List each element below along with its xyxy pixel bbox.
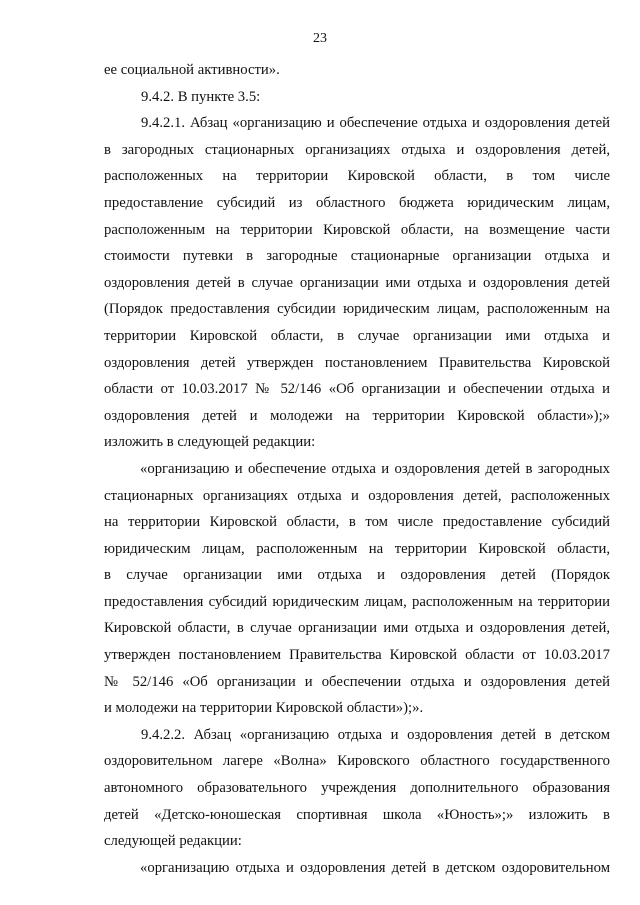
text-line: ее социальной активности». [104,62,280,78]
text-line: утвержден постановлением Правительства Кировской области от 10.03.2017 [104,647,610,664]
text-line: юридическим лицам, расположенным на территории Кировской области, [104,540,610,557]
text-line: оздоровления детей и молодежи на территории Кировской области»);» [104,407,610,424]
text-line: автономного образовательного учреждения дополнительного образования [104,780,610,797]
text-line: оздоровительном лагере «Волна» Кировского областного государственного [104,753,610,770]
text-line: расположенных на территории Кировской области, в том числе [104,168,610,185]
text-line: в загородных стационарных организациях отдыха и оздоровления детей, [104,141,610,158]
text-line: изложить в следующей редакции: [104,434,316,451]
text-line: расположенным на территории Кировской области, на возмещение части [104,221,610,238]
text-line: и молодежи на территории Кировской области»);». [104,700,424,717]
text-line: территории Кировской области, в случае организации ими отдыха и [104,327,610,344]
text-line: стоимости путевки в загородные стационарные организации отдыха и [104,248,610,265]
text-line: 9.4.2.1. Абзац «организацию и обеспечение отдыха и оздоровления детей [141,115,610,132]
text-line: на территории Кировской области, в том числе предоставление субсидий [104,514,610,531]
text-line: стационарных организациях отдыха и оздоровления детей, расположенных [104,487,610,504]
page-number: 23 [313,31,327,46]
text-line: Кировской области, в случае организации ими отдыха и оздоровления детей, [104,620,610,637]
text-line: области от 10.03.2017 № 52/146 «Об организации и обеспечении отдыха и [104,381,610,398]
text-line: оздоровления детей утвержден постановлением Правительства Кировской [104,354,610,371]
text-line: детей «Детско-юношеская спортивная школа «Юность»;» изложить в [104,806,610,823]
text-line: предоставления субсидий юридическим лицам, расположенным на территории [104,593,610,610]
text-line: оздоровления детей в случае организации ими отдыха и оздоровления детей [104,274,610,291]
text-line: 9.4.2.2. Абзац «организацию отдыха и оздоровления детей в детском [141,726,610,743]
text-line: предоставление субсидий из областного бюджета юридическим лицам, [104,194,610,211]
document-body [104,57,610,881]
text-line: следующей редакции: [104,833,242,850]
text-line: «организацию и обеспечение отдыха и оздоровления детей в загородных [140,460,610,477]
text-line: № 52/146 «Об организации и обеспечении отдыха и оздоровления детей [104,673,610,690]
text-line: «организацию отдыха и оздоровления детей в детском оздоровительном [140,859,610,876]
text-line: 9.4.2. В пункте 3.5: [141,88,261,105]
text-line: в случае организации ими отдыха и оздоровления детей (Порядок [104,567,610,584]
text-line: (Порядок предоставления субсидии юридическим лицам, расположенным на [104,301,610,318]
